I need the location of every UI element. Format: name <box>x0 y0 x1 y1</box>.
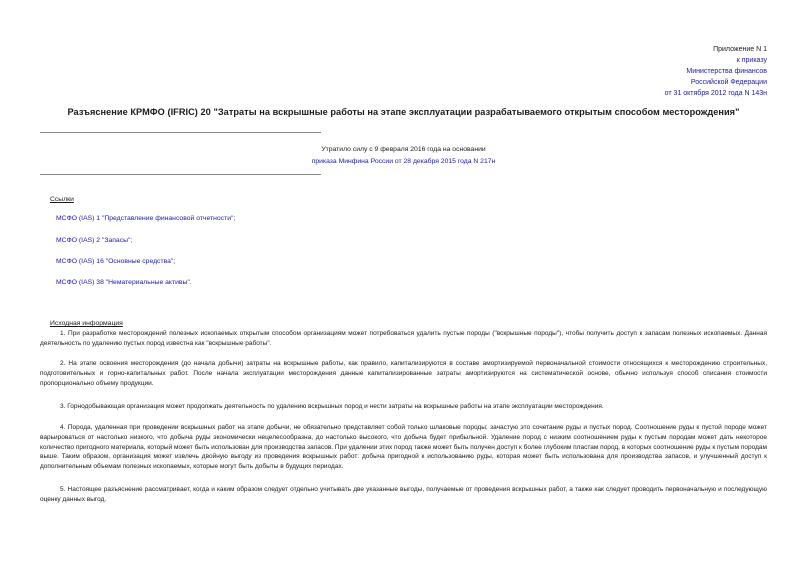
paragraph-3-text: 3. Горнодобывающая организация может продолжать деятельность по удалению вскрышных пород и нести затраты на вскрышные работы на этапе эксплуатации месторождения. <box>60 403 604 410</box>
lost-force-text: Утратило силу с 9 февраля 2016 года на основании <box>321 146 486 153</box>
paragraph-1-text: 1. При разработке месторождений полезных ископаемых открытым способом организациям может потребоваться удалить пустые породы ("вскрышные породы"), чтобы получить доступ к запасам полезных ископаемых. Данная деятельность по удалению пустых пород известна как "вскрышные работы". <box>40 330 767 347</box>
paragraph-5-text: 5. Настоящее разъяснение рассматривает, когда и каким образом следует отдельно учитывать две указанные выгоды, получаемые от проведения вскрышных работ, а также как следует проводить первоначальную и последующую оценку данных выгод. <box>40 486 767 503</box>
paragraph-1 <box>40 329 767 349</box>
paragraph-3 <box>40 402 767 412</box>
appendix-order-link[interactable]: к приказу <box>736 57 767 64</box>
references-heading: Ссылки <box>50 196 74 203</box>
reference-link-ias16[interactable]: МСФО (IAS) 16 "Основные средства"; <box>56 258 176 265</box>
paragraph-5 <box>40 485 767 505</box>
paragraph-2-text: 2. На этапе освоения месторождения (до начала добычи) затраты на вскрышные работы, как правило, капитализируются в составе амортизируемой первоначальной стоимости относящихся к месторождению строительных, подготовительных и горно-капитальных работ. После начала эксплуатации месторождения данные капитализированные затраты амортизируются на систематической основе, обычно используя способ списания стоимости пропорционально объему продукции. <box>40 360 767 387</box>
paragraph-4-text: 4. Порода, удаленная при проведении вскрышных работ на этапе добычи, не обязательно представляет собой только шлаковые породы; зачастую это сочетание руды и пустых пород. Соотношение руды к пустой породе может варьироваться от настолько низкого, что добыча руды экономически нецелесообразна, до настолько высокого, что добыча будет прибыльной. Удаление пород с низким соотношением руды к пустым породам может дать некоторое количество пригодного материала, который может быть использован для производства запасов. При удалении этих пород также может быть получен доступ к более глубоким пластам пород, в которых соотношение руды к пустым породам выше. Таким образом, организация может извлечь двойную выгоду из проведения вскрышных работ: добыча пригодной к использованию руды, которая может быть использована для производства запасов, и улучшенный доступ к дополнительным объемам полезных ископаемых, которые могут быть добыты в будущих периодах. <box>40 424 767 471</box>
lost-force-order-link[interactable]: приказа Минфина России от 28 декабря 2015 года N 217н <box>311 158 496 165</box>
appendix-date-link[interactable]: от 31 октября 2012 года N 143н <box>664 90 767 97</box>
reference-link-ias38[interactable]: МСФО (IAS) 38 "Нематериальные активы". <box>56 279 192 286</box>
appendix-federation-link[interactable]: Российской Федерации <box>690 79 767 86</box>
appendix-number: Приложение N 1 <box>713 46 767 53</box>
background-heading: Исходная информация <box>50 320 123 327</box>
paragraph-2 <box>40 359 767 388</box>
paragraph-4 <box>40 423 767 472</box>
reference-link-ias1[interactable]: МСФО (IAS) 1 "Представление финансовой отчетности"; <box>56 215 236 222</box>
bottom-divider <box>40 174 321 175</box>
appendix-header <box>665 44 767 99</box>
document-title: Разъяснение КРМФО (IFRIC) 20 "Затраты на вскрышные работы на этапе эксплуатации разрабатываемого открытым способом месторождения" <box>67 107 740 117</box>
lost-force-notice <box>0 144 807 168</box>
top-divider <box>40 132 321 133</box>
appendix-ministry-link[interactable]: Министерства финансов <box>686 68 767 75</box>
reference-link-ias2[interactable]: МСФО (IAS) 2 "Запасы"; <box>56 237 133 244</box>
